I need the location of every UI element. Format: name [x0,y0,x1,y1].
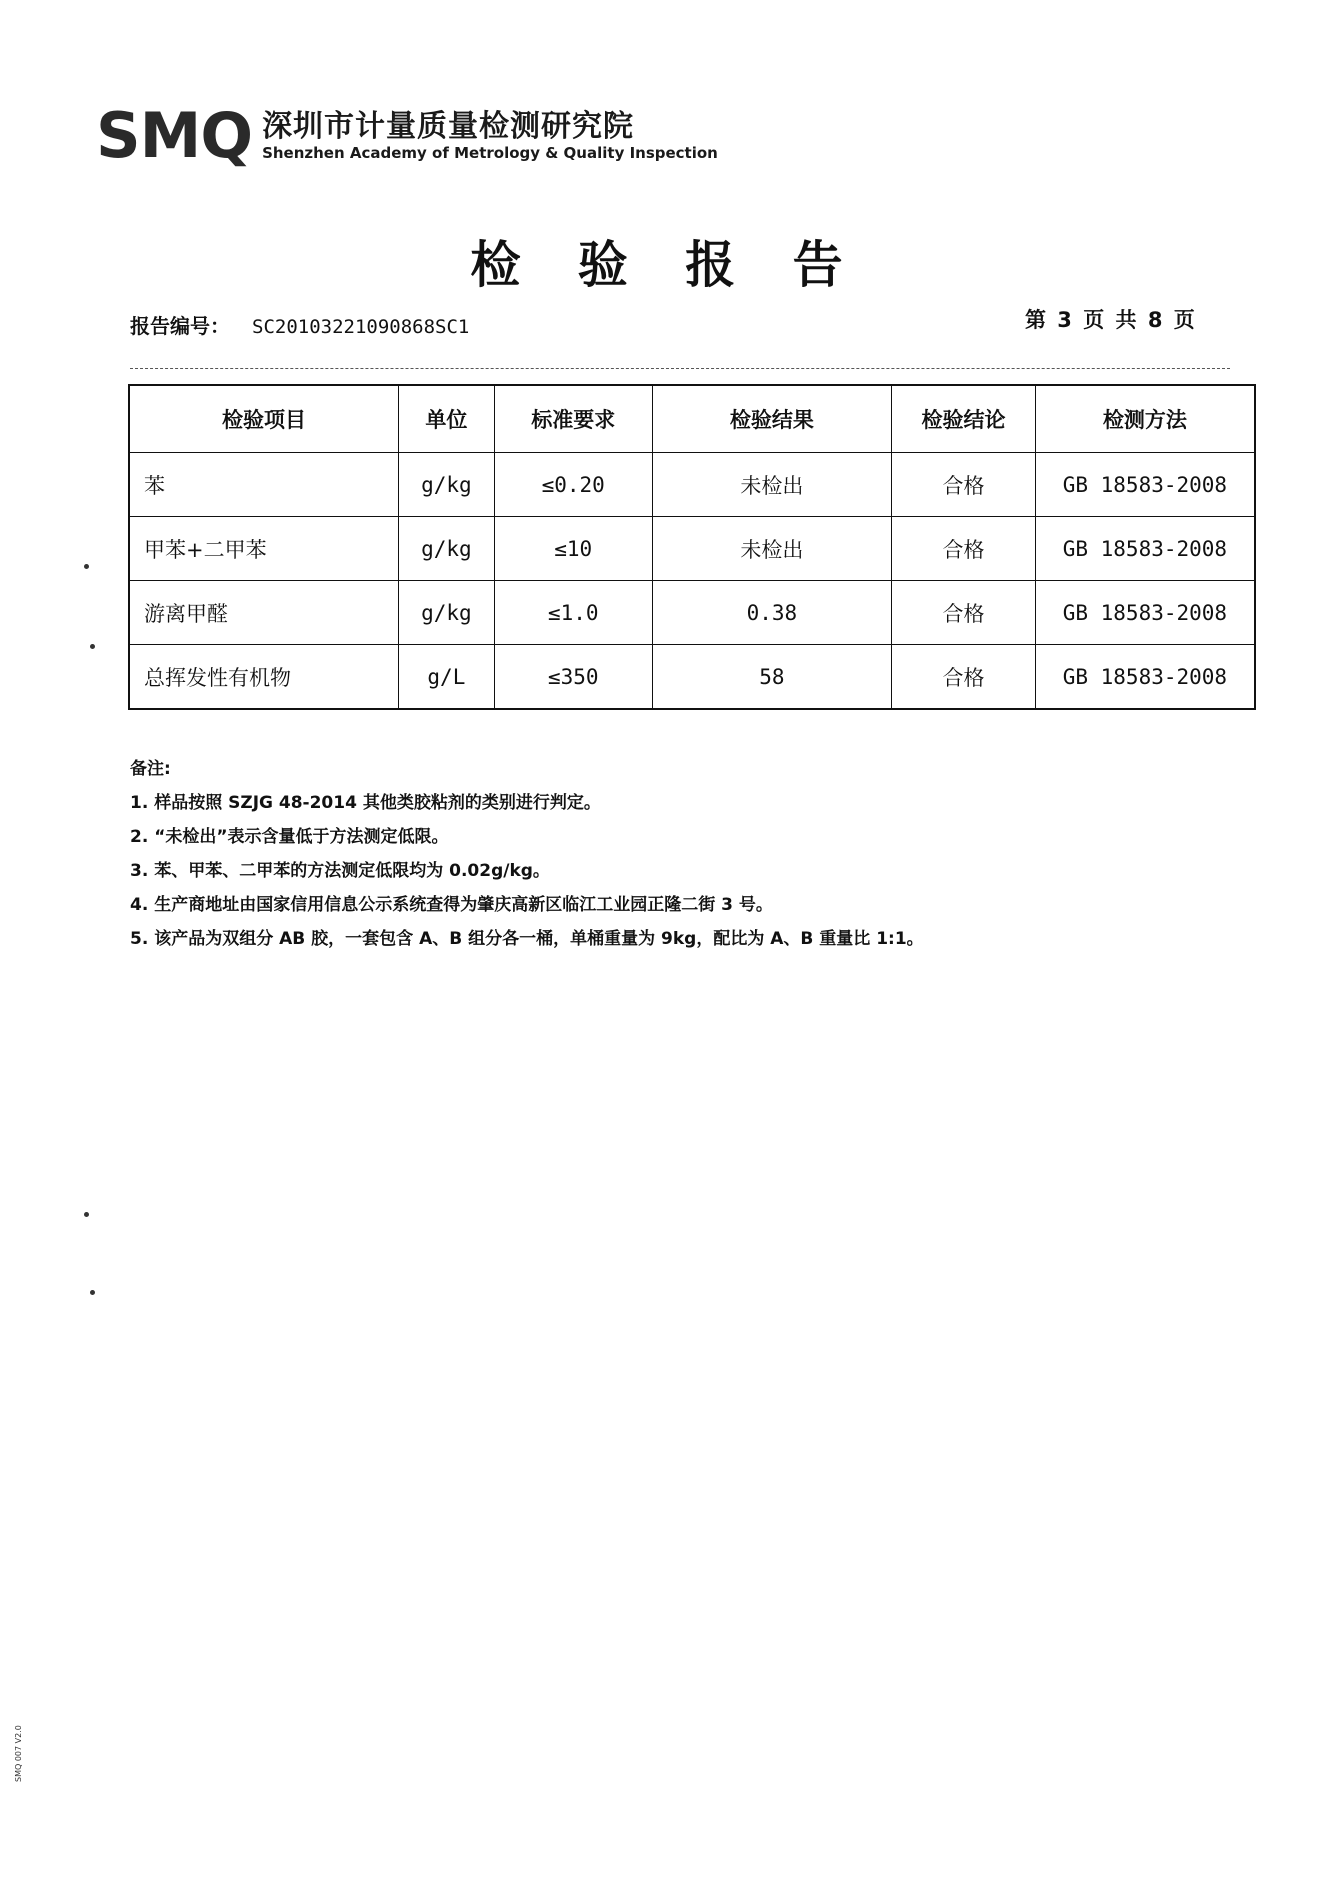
cell-method: GB 18583-2008 [1035,453,1255,517]
report-number-label: 报告编号： [130,314,230,338]
logo-text [262,110,718,163]
cell-unit: g/kg [398,453,494,517]
report-number [130,310,469,339]
header-item: 检验项目 [129,385,398,453]
org-name-en: Shenzhen Academy of Metrology & Quality Inspection [262,144,718,163]
remarks-label: 备注: [130,759,171,779]
logo-mark: SMQ [96,99,253,172]
cell-requirement: ≤350 [494,645,652,710]
table-row [129,645,1255,710]
cell-result: 未检出 [652,517,892,581]
scan-speck [90,1290,95,1295]
table-row [129,517,1255,581]
header-method: 检测方法 [1035,385,1255,453]
cell-requirement: ≤10 [494,517,652,581]
cell-method: GB 18583-2008 [1035,517,1255,581]
header-unit: 单位 [398,385,494,453]
divider [130,368,1230,369]
results-table [128,384,1256,710]
cell-unit: g/kg [398,581,494,645]
header-result: 检验结果 [652,385,892,453]
cell-result: 未检出 [652,453,892,517]
cell-conclusion: 合格 [892,581,1036,645]
scan-speck [84,564,89,569]
cell-item: 总挥发性有机物 [129,645,398,710]
cell-method: GB 18583-2008 [1035,645,1255,710]
cell-item: 苯 [129,453,398,517]
cell-method: GB 18583-2008 [1035,581,1255,645]
remark-item: 4. 生产商地址由国家信用信息公示系统查得为肇庆高新区临江工业园正隆二街 3 号。 [130,895,773,915]
cell-unit: g/kg [398,517,494,581]
remark-item: 5. 该产品为双组分 AB 胶，一套包含 A、B 组分各一桶，单桶重量为 9kg，配比为 A、B 重量比 1:1。 [130,929,924,949]
table-row [129,453,1255,517]
cell-conclusion: 合格 [892,517,1036,581]
remarks-section [130,752,924,956]
cell-conclusion: 合格 [892,453,1036,517]
cell-result: 0.38 [652,581,892,645]
cell-requirement: ≤1.0 [494,581,652,645]
table-row [129,581,1255,645]
table-header-row [129,385,1255,453]
remark-item: 2. “未检出”表示含量低于方法测定低限。 [130,827,449,847]
cell-result: 58 [652,645,892,710]
cell-item: 游离甲醛 [129,581,398,645]
form-code: SMQ 007 V2.0 [14,1725,23,1782]
header-conclusion: 检验结论 [892,385,1036,453]
remark-item: 1. 样品按照 SZJG 48-2014 其他类胶粘剂的类别进行判定。 [130,793,601,813]
cell-item: 甲苯+二甲苯 [129,517,398,581]
cell-unit: g/L [398,645,494,710]
scan-speck [90,644,95,649]
org-logo [96,99,718,172]
document-title: 检 验 报 告 [470,236,863,294]
header-requirement: 标准要求 [494,385,652,453]
cell-conclusion: 合格 [892,645,1036,710]
scan-speck [84,1212,89,1217]
report-number-value: SC20103221090868SC1 [252,316,470,338]
org-name-cn: 深圳市计量质量检测研究院 [262,108,635,144]
remark-item: 3. 苯、甲苯、二甲苯的方法测定低限均为 0.02g/kg。 [130,861,550,881]
page-info: 第 3 页 共 8 页 [1025,308,1197,332]
cell-requirement: ≤0.20 [494,453,652,517]
